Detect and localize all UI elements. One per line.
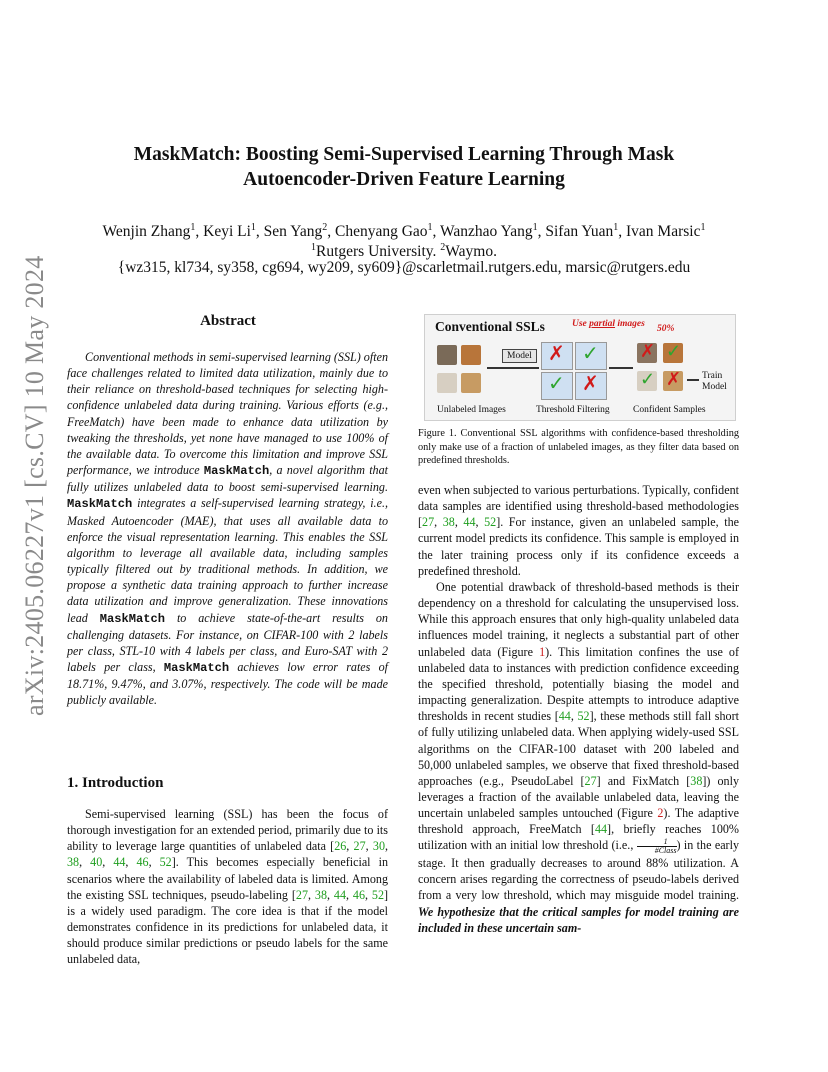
- author-name: Sifan Yuan: [545, 223, 614, 241]
- abstract-heading: Abstract: [200, 313, 256, 329]
- author-affil-mark: 1: [613, 222, 619, 233]
- author-name: Chenyang Gao: [334, 223, 428, 241]
- author-affil-mark: 1: [250, 222, 256, 233]
- author-list: Wenjin Zhang$^1$, Keyi Li$^1$, Sen Yang$^2$, Chenyang Gao$^1$, Wanzhao Yang$^1$, Sifan Yuan$^1$, Ivan Marsic$^1$: [102, 222, 706, 241]
- author-affil-mark: 1: [532, 222, 538, 233]
- paragraph: even when subjected to various perturbations. Typically, confident data samples are identified using threshold-based methodologies [27, 38, 44, 52]. For instance, given an unlabeled sample, the current model predicts its confidence. This sample is employed in the later training process only if its confidence exceeds a predefined threshold.: [418, 483, 740, 578]
- figure-percent: 50%: [657, 324, 675, 334]
- filter-bars-3: ✓: [541, 372, 573, 400]
- confident-image-1: ✗: [637, 343, 657, 363]
- abstract-text: Conventional methods in semi-supervised learning (SSL) often face challenges related to limited data utilization, mainly due to their reliance on threshold-based techniques for selecting high-confidence unlabeled data during training. Various efforts (e.g., FreeMatch) have been made to enhance data utilization by tweaking the thresholds, yet none have managed to use 100% of the available data. To overcome this limitation and improve SSL performance, we introduce MaskMatch, a novel algorithm that fully utilizes unlabeled data to boost semi-supervised learning. MaskMatch integrates a self-supervised learning strategy, i.e., Masked Autoencoder (MAE), that uses all available data to enforce the visual representation learning. This enables the SSL algorithm to leverage all available data, including samples typically filtered out by traditional methods. In addition, we propose a synthetic data training approach to further increase data utilization and improve generalization. These innovations lead MaskMatch to achieve state-of-the-art results on challenging datasets. For instance, on CIFAR-100 with 2 labels per class, STL-10 with 4 labels per class, and Euro-SAT with 2 labels per class, MaskMatch achieves low error rates of 18.71%, 9.47%, and 3.07%, respectively. The code will be made publicly available.: [67, 350, 389, 708]
- author-name: Wenjin Zhang: [102, 223, 191, 241]
- arrow: [487, 367, 539, 369]
- section-heading-introduction: 1. Introduction: [67, 775, 164, 791]
- label-unlabeled-images: Unlabeled Images: [437, 405, 506, 415]
- author-affil-mark: 1: [427, 222, 433, 233]
- arxiv-identifier: arXiv:2405.06227v1 [cs.CV] 10 May 2024: [20, 255, 49, 716]
- right-column-text: [418, 482, 739, 936]
- affiliation-2: Waymo.: [445, 243, 497, 261]
- paper-title: [90, 142, 718, 192]
- author-affil-mark: 2: [322, 222, 328, 233]
- arrow: [609, 367, 633, 369]
- puppy-image: [461, 373, 481, 393]
- model-box: Model: [502, 349, 537, 363]
- filter-bars-4: ✗: [575, 372, 607, 400]
- figure-title: Conventional SSLs: [435, 319, 545, 334]
- author-affil-mark: 1: [190, 222, 196, 233]
- author-name: Wanzhao Yang: [440, 223, 533, 241]
- title-line-1: MaskMatch: Boosting Semi-Supervised Learning Through Mask: [133, 144, 675, 165]
- confident-image-3: ✓: [637, 371, 657, 391]
- paragraph: One potential drawback of threshold-based methods is their dependency on a threshold for calculating the unsupervised loss. While this approach ensures that only high-quality unlabeled data influences model training, it neglects a substantial part of other unlabeled data (Figure 1). This limitation confines the use of unlabeled data to instances with prediction confidence exceeding the specified threshold, potentially biasing the model and impacting generalization. Despite attempts to introduce adaptive thresholds in recent studies [44, 52], these methods still fall short of fully utilizing unlabeled data. When applying widely-used SSL algorithms on the CIFAR-100 dataset with 200 labeled and 50,000 unlabeled samples, we observe that fixed threshold-based approaches (e.g., PseudoLabel [27] and FixMatch [38]) only leverages a fraction of the available unlabeled data, leaving the uncertain unlabeled samples untouched (Figure 2). The adaptive threshold approach, FreeMatch [44], briefly reaches 100% utilization with an initial low threshold (i.e., $\frac{1}{\text{\#Class}}$ ) in the early stage. It then gradually decreases to around 88% utilization. A concern arises regarding the correctness of pseudo-labels derived from a very low threshold, which may misguide model training. We hypothesize that the critical samples for model training are included in these uncertain sam-: [418, 579, 739, 935]
- fox-image: [461, 345, 481, 365]
- affiliations: $^1$Rutgers University. $^2$Waymo.: [311, 242, 497, 261]
- label-confident-samples: Confident Samples: [633, 405, 706, 415]
- figure-note: Use partial images: [572, 319, 645, 329]
- figure-1: [424, 314, 736, 421]
- author-name: Ivan Marsic: [626, 223, 701, 241]
- cat-image: [437, 345, 457, 365]
- filter-bars-1: ✗: [541, 342, 573, 370]
- author-emails: {wz315, kl734, sy358, cg694, wy209, sy609}@scarletmail.rutgers.edu, marsic@rutgers.edu: [117, 259, 691, 276]
- author-name: Sen Yang: [263, 223, 323, 241]
- intro-paragraph: Semi-supervised learning (SSL) has been the focus of thorough investigation for an extended period, primarily due to its ability to leverage large quantities of unlabeled data [26, 27, 30, 38, 40, 44, 46, 52]. This becomes especially beneficial in scenarios where the availability of labeled data is limited. Among the existing SSL techniques, pseudo-labeling [27, 38, 44, 46, 52] is a widely used paradigm. The core idea is that if the model demonstrates confidence in its predictions for unlabeled data, it should produce similar predictions or pseudo labels for the same unlabeled data,: [67, 807, 389, 967]
- affiliation-1: Rutgers University.: [316, 243, 437, 261]
- title-line-2: Autoencoder-Driven Feature Learning: [243, 169, 565, 190]
- author-affil-mark: 1: [700, 222, 706, 233]
- filter-bars-2: ✓: [575, 342, 607, 370]
- train-model-label: Train Model: [702, 371, 727, 392]
- author-name: Keyi Li: [203, 223, 251, 241]
- arrow: [687, 379, 699, 381]
- figure-1-caption: Figure 1. Conventional SSL algorithms with confidence-based thresholding only make use of a fraction of unlabeled images, as they filter data based on predefined thresholds.: [418, 428, 739, 466]
- dog-image: [437, 373, 457, 393]
- confident-image-4: ✗: [663, 371, 683, 391]
- confident-image-2: ✓: [663, 343, 683, 363]
- label-threshold-filtering: Threshold Filtering: [536, 405, 610, 415]
